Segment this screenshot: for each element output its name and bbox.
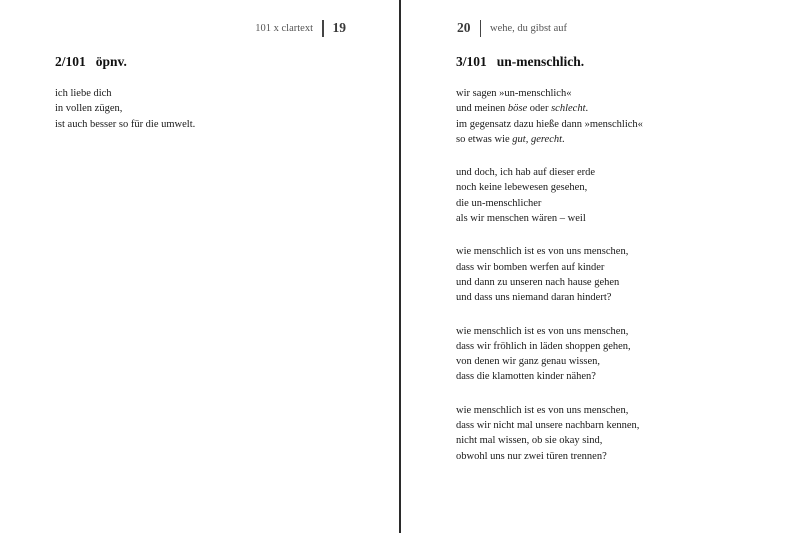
- poem-line: [456, 117, 786, 132]
- line-text: dass die klamotten kinder nähen?: [456, 371, 596, 383]
- line-text: die un-menschlicher: [456, 197, 542, 209]
- header-divider: [322, 20, 324, 37]
- poem-line: [456, 132, 786, 147]
- poem-line: ist auch besser so für die umwelt.: [55, 118, 196, 130]
- line-text: und dass uns niemand daran hindert?: [456, 292, 612, 304]
- poem-line: ich liebe dich: [55, 88, 112, 99]
- poem-line: [456, 449, 786, 464]
- line-text: im gegensatz dazu hieße dann »menschlich«: [456, 118, 643, 130]
- poem-line: [456, 433, 786, 448]
- running-title: wehe, du gibst auf: [490, 22, 567, 34]
- poem-line: [456, 275, 786, 290]
- line-text: so etwas wie: [456, 133, 513, 145]
- emphasized-text: böse: [507, 103, 528, 115]
- line-text: von denen wir ganz genau wissen,: [456, 356, 601, 368]
- stanza: [456, 244, 786, 305]
- poem-line: [456, 211, 786, 226]
- line-text: wie menschlich ist es von uns menschen,: [456, 325, 629, 337]
- right-page: [401, 0, 800, 533]
- poem-line: [456, 354, 786, 369]
- line-text: dass wir nicht mal unsere nachbarn kennen,: [456, 420, 640, 432]
- poem-line: [456, 369, 786, 384]
- right-page-header: [457, 18, 567, 38]
- emphasized-text: gut, gerecht: [512, 133, 563, 145]
- page-number: 19: [332, 20, 346, 35]
- line-text: oder: [527, 103, 552, 115]
- poem-title: öpnv.: [95, 54, 127, 69]
- poem-line: [456, 86, 786, 101]
- line-text: und doch, ich hab auf dieser erde: [456, 167, 596, 179]
- line-text: wie menschlich ist es von uns menschen,: [456, 246, 629, 258]
- poem-body: [456, 86, 786, 464]
- emphasized-text: schlecht: [551, 103, 586, 115]
- line-text: wie menschlich ist es von uns menschen,: [456, 404, 629, 416]
- poem-line: [456, 260, 786, 275]
- line-text: nicht mal wissen, ob sie okay sind,: [456, 435, 603, 447]
- poem-heading: [456, 54, 786, 70]
- poem-line: [456, 290, 786, 305]
- line-text: und meinen: [456, 103, 508, 115]
- line-text: dass wir fröhlich in läden shoppen gehen,: [456, 340, 631, 352]
- left-page: [0, 0, 399, 533]
- poem-oepnv: [55, 54, 385, 150]
- poem-line: [456, 339, 786, 354]
- line-text: .: [562, 133, 565, 145]
- line-text: obwohl uns nur zwei türen trennen?: [456, 450, 607, 462]
- poem-line: in vollen zügen,: [55, 103, 123, 115]
- poem-line: [456, 244, 786, 259]
- line-text: noch keine lebewesen gesehen,: [456, 182, 588, 194]
- poem-line: [456, 165, 786, 180]
- stanza: [456, 324, 786, 385]
- poem-line: [456, 324, 786, 339]
- line-text: als wir menschen wären – weil: [456, 213, 586, 225]
- poem-line: [456, 101, 786, 116]
- poem-un-menschlich: [456, 54, 786, 482]
- stanza: [456, 86, 786, 147]
- poem-number: 3/101: [456, 54, 487, 69]
- poem-line: [456, 403, 786, 418]
- line-text: dass wir bomben werfen auf kinder: [456, 261, 605, 273]
- stanza: [456, 403, 786, 464]
- poem-heading: [55, 54, 385, 70]
- poem-title: un-menschlich.: [496, 54, 585, 69]
- running-title: 101 x clartext: [255, 22, 313, 34]
- poem-line: [456, 418, 786, 433]
- poem-number: 2/101: [55, 54, 86, 69]
- poem-line: [456, 180, 786, 195]
- left-page-header: [255, 18, 346, 38]
- line-text: .: [585, 103, 589, 115]
- line-text: wir sagen »un-menschlich«: [456, 88, 572, 99]
- line-text: und dann zu unseren nach hause gehen: [456, 276, 620, 288]
- poem-line: [456, 196, 786, 211]
- header-divider: [480, 20, 482, 37]
- stanza: [456, 165, 786, 226]
- page-number: 20: [457, 20, 471, 35]
- stanza: [55, 86, 385, 132]
